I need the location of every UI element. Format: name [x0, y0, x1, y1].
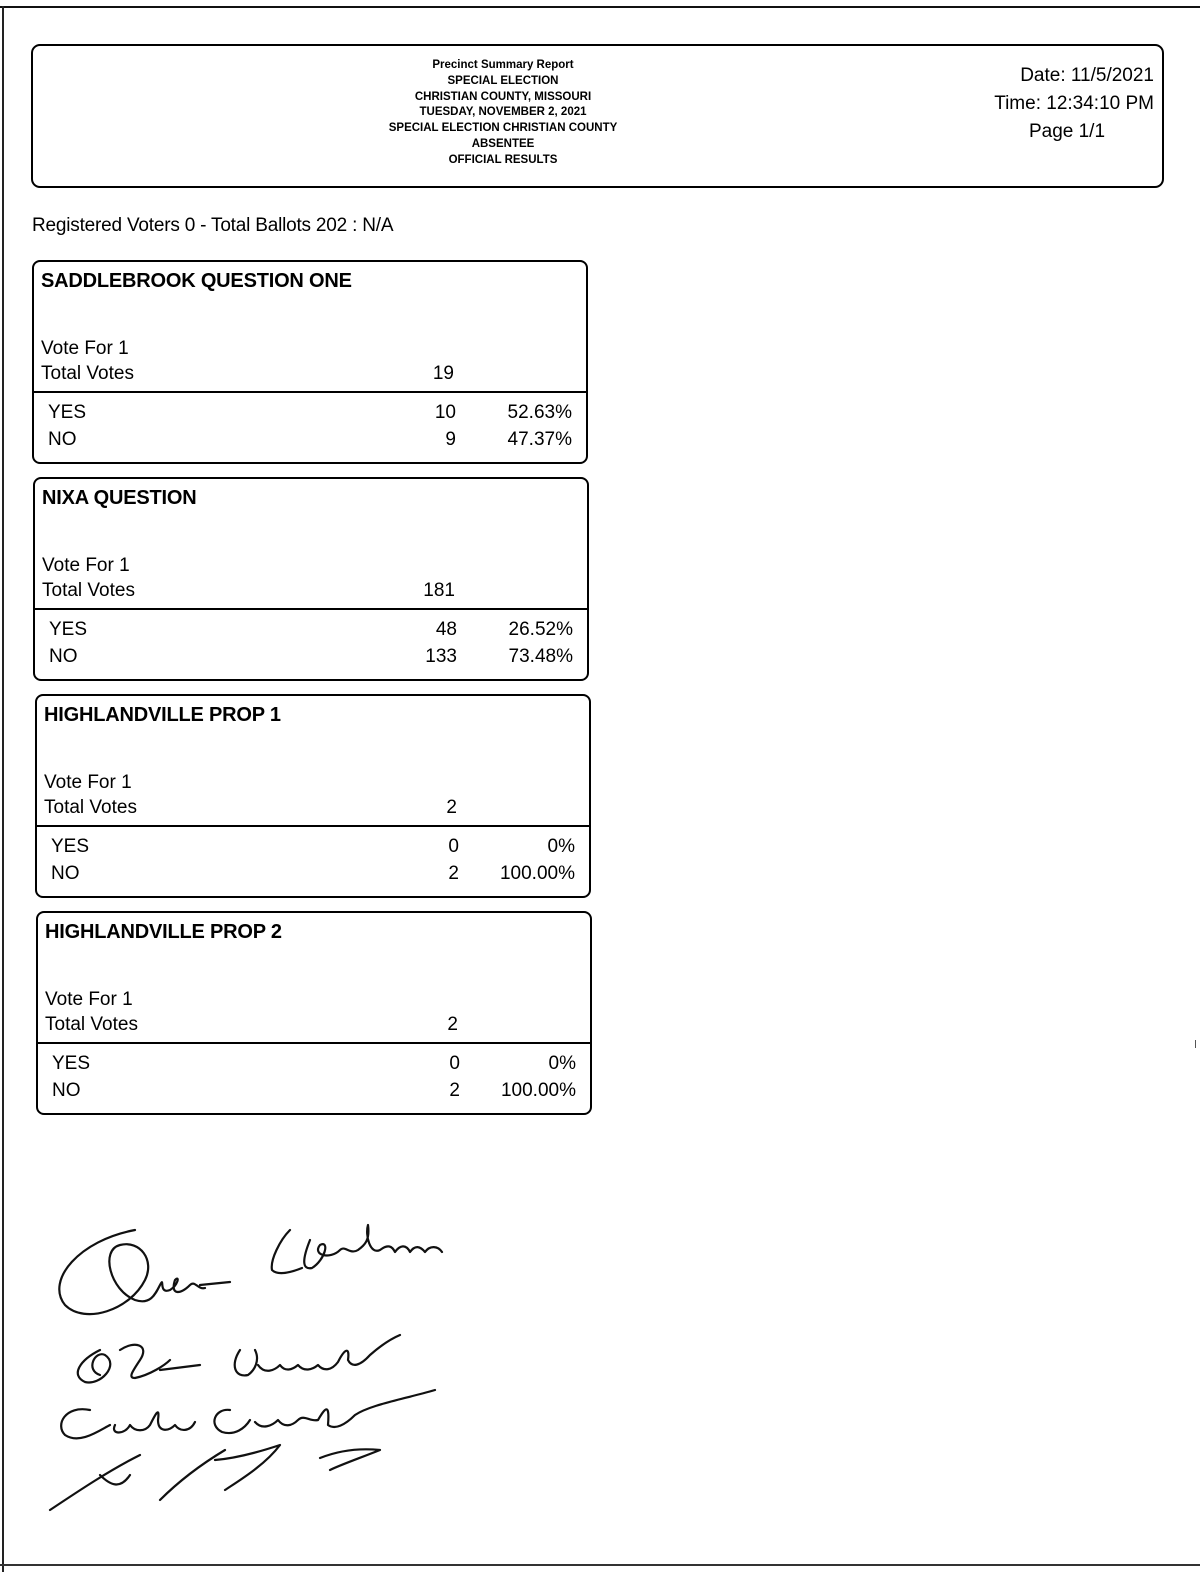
vote-for: Vote For 1 [42, 555, 130, 576]
report-meta [954, 62, 1154, 146]
choice-row [37, 836, 589, 863]
total-votes-value: 181 [423, 580, 455, 601]
choice-row [37, 863, 589, 890]
total-votes-value: 2 [447, 1014, 458, 1035]
choice-name: NO [49, 646, 78, 667]
choice-votes: 48 [435, 619, 457, 640]
choice-row [34, 402, 586, 429]
report-title-block [333, 58, 673, 169]
total-votes-value: 2 [446, 797, 457, 818]
vote-for: Vote For 1 [44, 772, 132, 793]
total-votes-value: 19 [432, 363, 454, 384]
choice-votes: 9 [445, 429, 456, 450]
vote-for: Vote For 1 [45, 989, 133, 1010]
choice-votes: 10 [434, 402, 456, 423]
divider [35, 608, 587, 610]
total-votes-label: Total Votes [42, 580, 135, 601]
divider [34, 391, 586, 393]
choice-percent: 73.48% [508, 646, 573, 667]
scan-edge-bottom [0, 1564, 1200, 1566]
scan-edge-left [2, 6, 4, 1572]
total-votes-label: Total Votes [45, 1014, 138, 1035]
election-full-name: SPECIAL ELECTION CHRISTIAN COUNTY [388, 122, 618, 135]
page-number: Page 1/1 [1028, 121, 1106, 142]
signature-drawing [40, 1200, 480, 1530]
choice-name: YES [52, 1053, 91, 1074]
choice-votes: 0 [449, 1053, 460, 1074]
contest-title: HIGHLANDVILLE PROP 2 [45, 921, 282, 943]
choice-votes: 2 [449, 1080, 460, 1101]
choice-name: YES [51, 836, 90, 857]
vote-for: Vote For 1 [41, 338, 129, 359]
signature-3 [61, 1409, 195, 1438]
choice-percent: 0% [548, 1053, 576, 1074]
choice-name: YES [49, 619, 88, 640]
choice-votes: 2 [448, 863, 459, 884]
choice-percent: 0% [547, 836, 575, 857]
report-header [31, 44, 1164, 188]
precinct-name: ABSENTEE [471, 137, 535, 150]
contest-box [33, 477, 589, 681]
choice-percent: 100.00% [499, 863, 575, 884]
election-date: TUESDAY, NOVEMBER 2, 2021 [419, 106, 587, 119]
choice-name: NO [51, 863, 80, 884]
choice-row [38, 1080, 590, 1107]
report-time: Time: 12:34:10 PM [994, 93, 1154, 114]
contest-box [32, 260, 588, 464]
signature-1 [59, 1230, 230, 1314]
scan-mark [1195, 1040, 1196, 1048]
contest-title: HIGHLANDVILLE PROP 1 [44, 704, 281, 726]
choice-row [34, 429, 586, 456]
signature-2 [78, 1345, 200, 1383]
choice-votes: 133 [425, 646, 457, 667]
signatures [40, 1200, 480, 1530]
election-name: SPECIAL ELECTION [447, 74, 559, 87]
choice-percent: 100.00% [500, 1080, 576, 1101]
choice-percent: 47.37% [507, 429, 572, 450]
choice-percent: 26.52% [508, 619, 573, 640]
contest-title: NIXA QUESTION [42, 487, 197, 509]
results-status: OFFICIAL RESULTS [448, 153, 558, 166]
signature-4 [50, 1445, 380, 1510]
contest-title: SADDLEBROOK QUESTION ONE [41, 270, 352, 292]
choice-name: YES [48, 402, 87, 423]
report-date: Date: 11/5/2021 [1020, 65, 1154, 86]
scan-edge-top [0, 6, 1200, 8]
choice-percent: 52.63% [507, 402, 572, 423]
choice-votes: 0 [448, 836, 459, 857]
choice-row [35, 646, 587, 673]
report-title: Precinct Summary Report [432, 59, 574, 71]
choice-name: NO [48, 429, 77, 450]
total-votes-label: Total Votes [41, 363, 134, 384]
contest-box [36, 911, 592, 1115]
divider [38, 1042, 590, 1044]
jurisdiction: CHRISTIAN COUNTY, MISSOURI [414, 90, 592, 103]
divider [37, 825, 589, 827]
choice-name: NO [52, 1080, 81, 1101]
choice-row [35, 619, 587, 646]
choice-row [38, 1053, 590, 1080]
registered-voters-summary: Registered Voters 0 - Total Ballots 202 : N/A [32, 215, 394, 236]
contest-box [35, 694, 591, 898]
total-votes-label: Total Votes [44, 797, 137, 818]
